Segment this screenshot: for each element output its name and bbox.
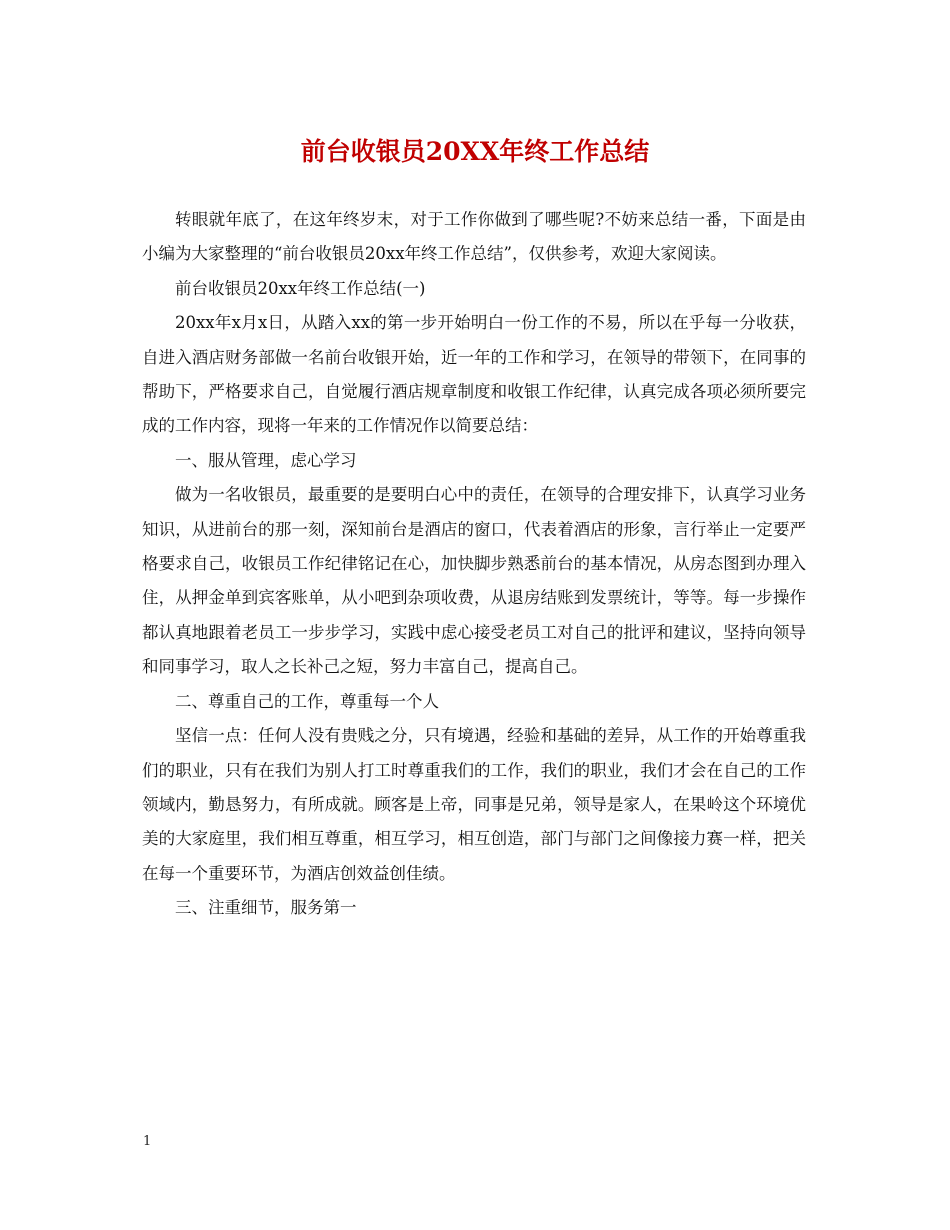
page-title: 前台收银员20XX年终工作总结 [300, 137, 650, 166]
paragraph-section-1: 做为一名收银员，最重要的是要明白心中的责任，在领导的合理安排下，认真学习业务知识，从进前台的那一刻，深知前台是酒店的窗口，代表着酒店的形象，言行举止一定要严格要求自己，收银员工作纪律铭记在心，加快脚步熟悉前台的基本情况，从房态图到办理入住，从押金单到宾客账单，从小吧到杂项收费，从退房结账到发票统计，等等。每一步操作都认真地跟着老员工一步步学习，实践中虑心接受老员工对自己的批评和建议，坚持向领导和同事学习，取人之长补己之短，努力丰富自己，提高自己。 [142, 485, 806, 677]
section-heading-part-one: 前台收银员20xx年终工作总结(一) [175, 278, 426, 298]
section-heading-3: 三、注重细节，服务第一 [175, 898, 357, 918]
section-heading-2: 二、尊重自己的工作，尊重每一个人 [175, 691, 439, 711]
page-number: 1 [143, 1134, 152, 1149]
paragraph-section-2: 坚信一点：任何人没有贵贱之分，只有境遇，经验和基础的差异，从工作的开始尊重我们的职业，只有在我们为别人打工时尊重我们的工作，我们的职业，我们才会在自己的工作领域内，勤恳努力，有所成就。顾客是上帝，同事是兄弟，领导是家人，在果岭这个环境优美的大家庭里，我们相互尊重，相互学习，相互创造，部门与部门之间像接力赛一样，把关在每一个重要环节，为酒店创效益创佳绩。 [142, 726, 806, 883]
paragraph-summary-start: 20xx年x月x日，从踏入xx的第一步开始明白一份工作的不易，所以在乎每一分收获，自进入酒店财务部做一名前台收银开始，近一年的工作和学习，在领导的带领下，在同事的帮助下，严格要求自己，自觉履行酒店规章制度和收银工作纪律，认真完成各项必须所要完成的工作内容，现将一年来的工作情况作以简要总结： [142, 313, 806, 436]
section-heading-1: 一、服从管理，虑心学习 [175, 450, 357, 470]
document-body [142, 203, 806, 926]
paragraph-intro: 转眼就年底了，在这年终岁末，对于工作你做到了哪些呢?不妨来总结一番，下面是由小编为大家整理的“前台收银员20xx年终工作总结”，仅供参考，欢迎大家阅读。 [142, 210, 806, 264]
